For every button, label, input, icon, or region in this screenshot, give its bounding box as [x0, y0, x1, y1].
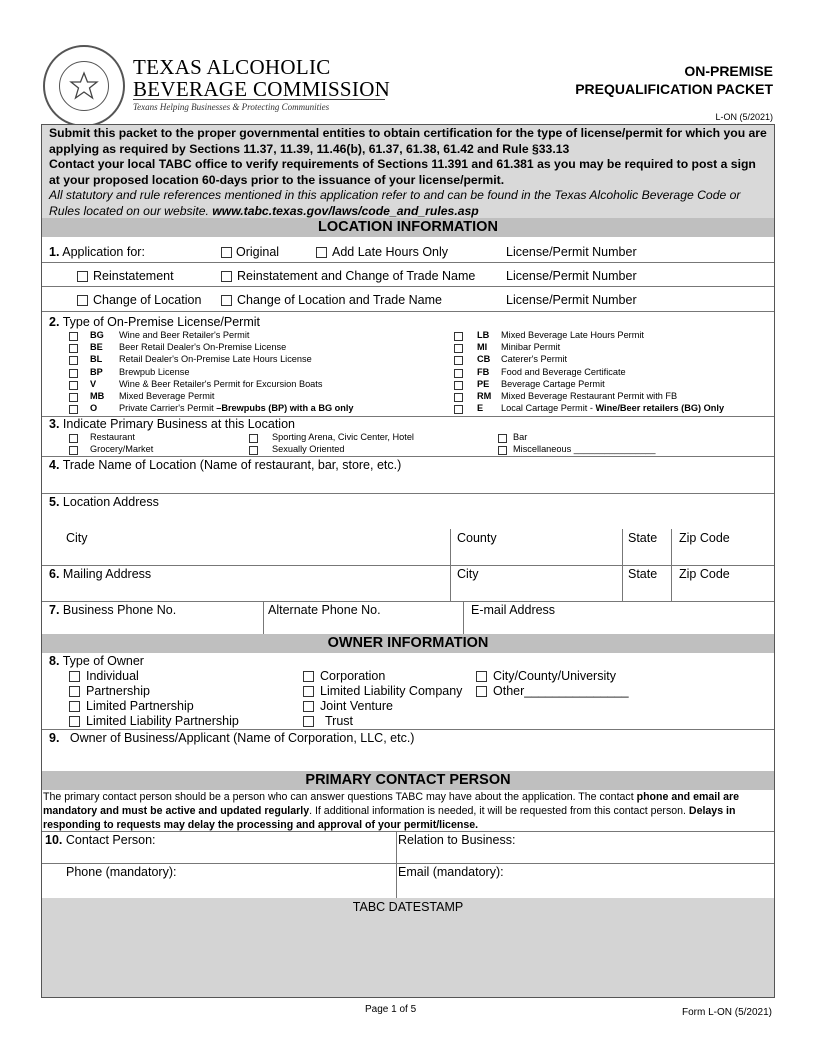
permit-description: Private Carrier's Permit –Brewpubs (BP) with a BG only — [119, 403, 354, 414]
permit-description: Caterer's Permit — [501, 354, 568, 365]
change-location-trade-label: Change of Location and Trade Name — [237, 293, 442, 307]
q2-label: 2. Type of On-Premise License/Permit — [49, 315, 260, 329]
add-late-hours-checkbox[interactable] — [316, 247, 327, 258]
permit-checkbox-bg[interactable] — [69, 332, 78, 341]
permit-description: Beverage Cartage Permit — [501, 378, 605, 389]
divider — [450, 529, 451, 565]
change-location-checkbox[interactable] — [77, 295, 88, 306]
permit-code: O — [90, 403, 98, 414]
permit-checkbox-cb[interactable] — [454, 356, 463, 365]
q4-trade-name-label: 4. Trade Name of Location (Name of restaurant, bar, store, etc.) — [49, 458, 402, 472]
contact-instructions: The primary contact person should be a person who can answer questions TABC may have about the application. The contact phone and email are mandatory and must be active and updated regularly. If additional information is needed, it will be requested from this contact person. Delays in responding to requests may delay the processing and approval of your permit/license. — [43, 791, 740, 831]
rules-url-link[interactable]: www.tabc.texas.gov/laws/code_and_rules.asp — [212, 203, 479, 218]
permit-checkbox-mb[interactable] — [69, 393, 78, 402]
permit-code: RM — [477, 391, 492, 401]
divider — [42, 565, 774, 566]
primary-contact-header: PRIMARY CONTACT PERSON — [42, 771, 774, 790]
location-zip-label: Zip Code — [679, 531, 730, 545]
limited-partnership-label: Limited Partnership — [86, 699, 194, 713]
q10-contact-person-label: 10. Contact Person: — [45, 833, 156, 847]
trust-checkbox[interactable] — [303, 716, 314, 727]
tabc-seal — [43, 45, 125, 127]
tabc-datestamp-area — [42, 898, 774, 997]
reinstatement-label: Reinstatement — [93, 269, 174, 283]
trust-label: Trust — [325, 714, 354, 728]
permit-description: Mixed Beverage Permit — [119, 391, 215, 401]
q3-label: 3. Indicate Primary Business at this Location — [49, 417, 295, 431]
change-location-label: Change of Location — [93, 293, 202, 307]
permit-code: BL — [90, 354, 103, 365]
divider — [42, 729, 774, 730]
divider — [42, 493, 774, 494]
sporting-checkbox[interactable] — [249, 434, 258, 443]
partnership-label: Partnership — [86, 684, 150, 698]
corporation-label: Corporation — [320, 669, 386, 683]
location-county-label: County — [457, 531, 497, 545]
permit-description: Mixed Beverage Late Hours Permit — [501, 330, 644, 340]
other-label: Other_______________ — [493, 684, 629, 698]
permit-description: Brewpub License — [119, 366, 190, 377]
email-address-label: E-mail Address — [471, 603, 556, 617]
permit-code: BE — [90, 342, 103, 353]
mailing-zip-label: Zip Code — [679, 567, 730, 581]
individual-checkbox[interactable] — [69, 671, 80, 682]
permit-code: PE — [477, 378, 490, 389]
permit-checkbox-o[interactable] — [69, 405, 78, 414]
bar-label: Bar — [513, 432, 528, 442]
divider — [671, 565, 672, 601]
permit-code: BG — [90, 330, 104, 340]
relation-to-business-label: Relation to Business: — [398, 833, 516, 847]
permit-checkbox-pe[interactable] — [454, 381, 463, 390]
q8-label: 8. Type of Owner — [49, 654, 144, 668]
grocery-checkbox[interactable] — [69, 446, 78, 455]
intro-paragraph-2: Contact your local TABC office to verify requirements of Sections 11.391 and 61.381 as you may be required to post a sign at your proposed location 60-days prior to the issuance of your license/permit. — [49, 157, 756, 187]
mailing-city-label: City — [457, 567, 479, 581]
permit-description: Beer Retail Dealer's On-Premise License — [119, 342, 287, 353]
miscellaneous-checkbox[interactable] — [498, 446, 507, 455]
partnership-checkbox[interactable] — [69, 686, 80, 697]
bar-checkbox[interactable] — [498, 434, 507, 443]
sexually-oriented-checkbox[interactable] — [249, 446, 258, 455]
restaurant-label: Restaurant — [90, 432, 135, 442]
joint-venture-label: Joint Venture — [320, 699, 393, 713]
divider — [42, 456, 774, 457]
permit-code: MB — [90, 391, 105, 401]
change-location-trade-checkbox[interactable] — [221, 295, 232, 306]
form-title-line1: ON-PREMISE — [684, 63, 773, 79]
form-title-line2: PREQUALIFICATION PACKET — [575, 81, 773, 97]
permit-description: Retail Dealer's On-Premise Late Hours License — [119, 354, 312, 365]
divider — [42, 286, 774, 287]
llp-label: Limited Liability Partnership — [86, 714, 239, 728]
other-checkbox[interactable] — [476, 686, 487, 697]
permit-code: E — [477, 403, 484, 414]
q1-label: 1. Application for: — [49, 245, 145, 259]
intro-instructions — [42, 125, 774, 218]
brand-tagline: Texans Helping Businesses & Protecting Communities — [133, 102, 330, 112]
individual-label: Individual — [86, 669, 139, 683]
q6-mailing-address-label: 6. Mailing Address — [49, 567, 152, 581]
permit-checkbox-bp[interactable] — [69, 369, 78, 378]
intro-paragraph-3: All statutory and rule references mentioned in this application refer to and can be found in the Texas Alcoholic Beverage Code or Rules located on our website. — [49, 188, 741, 218]
q5-location-address-label: 5. Location Address — [49, 495, 159, 509]
divider — [263, 601, 264, 634]
divider — [622, 529, 623, 565]
q9-owner-label: 9. Owner of Business/Applicant (Name of Corporation, LLC, etc.) — [49, 731, 415, 745]
permit-checkbox-e[interactable] — [454, 405, 463, 414]
limited-partnership-checkbox[interactable] — [69, 701, 80, 712]
corporation-checkbox[interactable] — [303, 671, 314, 682]
add-late-hours-label: Add Late Hours Only — [332, 245, 449, 259]
intro-paragraph-1: Submit this packet to the proper governmental entities to obtain certification for the type of license/permit for which you are applying as required by Sections 11.37, 11.39, 11.46(b), 61.37, 61.38, 61.42 and Rule §33.13 — [49, 126, 767, 156]
owner-information-header: OWNER INFORMATION — [42, 634, 774, 653]
divider — [42, 262, 774, 263]
llc-label: Limited Liability Company — [320, 684, 463, 698]
divider — [42, 601, 774, 602]
permit-checkbox-lb[interactable] — [454, 332, 463, 341]
divider — [450, 565, 451, 601]
q7-business-phone-label: 7. Business Phone No. — [49, 603, 177, 617]
permit-description: Wine and Beer Retailer's Permit — [119, 330, 250, 340]
location-information-header: LOCATION INFORMATION — [42, 218, 774, 237]
permit-description: Wine & Beer Retailer's Permit for Excursion Boats — [119, 378, 323, 389]
permit-checkbox-fb[interactable] — [454, 369, 463, 378]
llc-checkbox[interactable] — [303, 686, 314, 697]
city-county-checkbox[interactable] — [476, 671, 487, 682]
permit-checkbox-v[interactable] — [69, 381, 78, 390]
reinstatement-checkbox[interactable] — [77, 271, 88, 282]
location-state-label: State — [628, 531, 658, 545]
grocery-label: Grocery/Market — [90, 444, 154, 454]
mailing-state-label: State — [628, 567, 658, 581]
original-label: Original — [236, 245, 280, 259]
divider — [42, 863, 774, 864]
miscellaneous-label: Miscellaneous ________________ — [513, 444, 656, 454]
restaurant-checkbox[interactable] — [69, 434, 78, 443]
permit-checkbox-mi[interactable] — [454, 344, 463, 353]
reinstatement-trade-label: Reinstatement and Change of Trade Name — [237, 269, 476, 283]
permit-checkbox-be[interactable] — [69, 344, 78, 353]
permit-description: Food and Beverage Certificate — [501, 366, 626, 377]
divider — [42, 311, 774, 312]
datestamp-label: TABC DATESTAMP — [352, 900, 464, 914]
brand-divider — [133, 99, 385, 100]
form-id: L-ON (5/2021) — [715, 112, 773, 122]
city-county-label: City/County/University — [493, 669, 616, 683]
license-number-label: License/Permit Number — [506, 293, 637, 307]
permit-checkbox-rm[interactable] — [454, 393, 463, 402]
permit-code: CB — [477, 354, 491, 365]
email-mandatory-label: Email (mandatory): — [398, 865, 504, 879]
joint-venture-checkbox[interactable] — [303, 701, 314, 712]
divider — [671, 529, 672, 565]
divider — [396, 831, 397, 898]
permit-code: MI — [477, 342, 488, 353]
footer-form-id: Form L-ON (5/2021) — [681, 1007, 772, 1018]
permit-description: Minibar Permit — [501, 342, 561, 353]
license-number-label: License/Permit Number — [506, 269, 637, 283]
license-number-label: License/Permit Number — [506, 245, 637, 259]
permit-code: FB — [477, 366, 490, 377]
permit-code: LB — [477, 330, 490, 340]
original-checkbox[interactable] — [221, 247, 232, 258]
brand-name-line1: TEXAS ALCOHOLIC — [133, 55, 331, 79]
divider — [622, 565, 623, 601]
sexually-oriented-label: Sexually Oriented — [272, 444, 345, 454]
location-city-label: City — [66, 531, 88, 545]
reinstatement-trade-checkbox[interactable] — [221, 271, 232, 282]
star-icon — [69, 71, 99, 101]
permit-checkbox-bl[interactable] — [69, 356, 78, 365]
alternate-phone-label: Alternate Phone No. — [268, 603, 381, 617]
permit-code: V — [90, 378, 97, 389]
permit-description: Mixed Beverage Restaurant Permit with FB — [501, 391, 678, 401]
llp-checkbox[interactable] — [69, 716, 80, 727]
divider — [463, 601, 464, 634]
page-number: Page 1 of 5 — [365, 1004, 417, 1015]
sporting-label: Sporting Arena, Civic Center, Hotel — [272, 432, 414, 442]
divider — [42, 831, 774, 832]
brand-name-line2: BEVERAGE COMMISSION — [133, 77, 391, 101]
permit-description: Local Cartage Permit - Wine/Beer retailers (BG) Only — [501, 403, 725, 414]
phone-mandatory-label: Phone (mandatory): — [66, 865, 177, 879]
permit-code: BP — [90, 366, 103, 377]
